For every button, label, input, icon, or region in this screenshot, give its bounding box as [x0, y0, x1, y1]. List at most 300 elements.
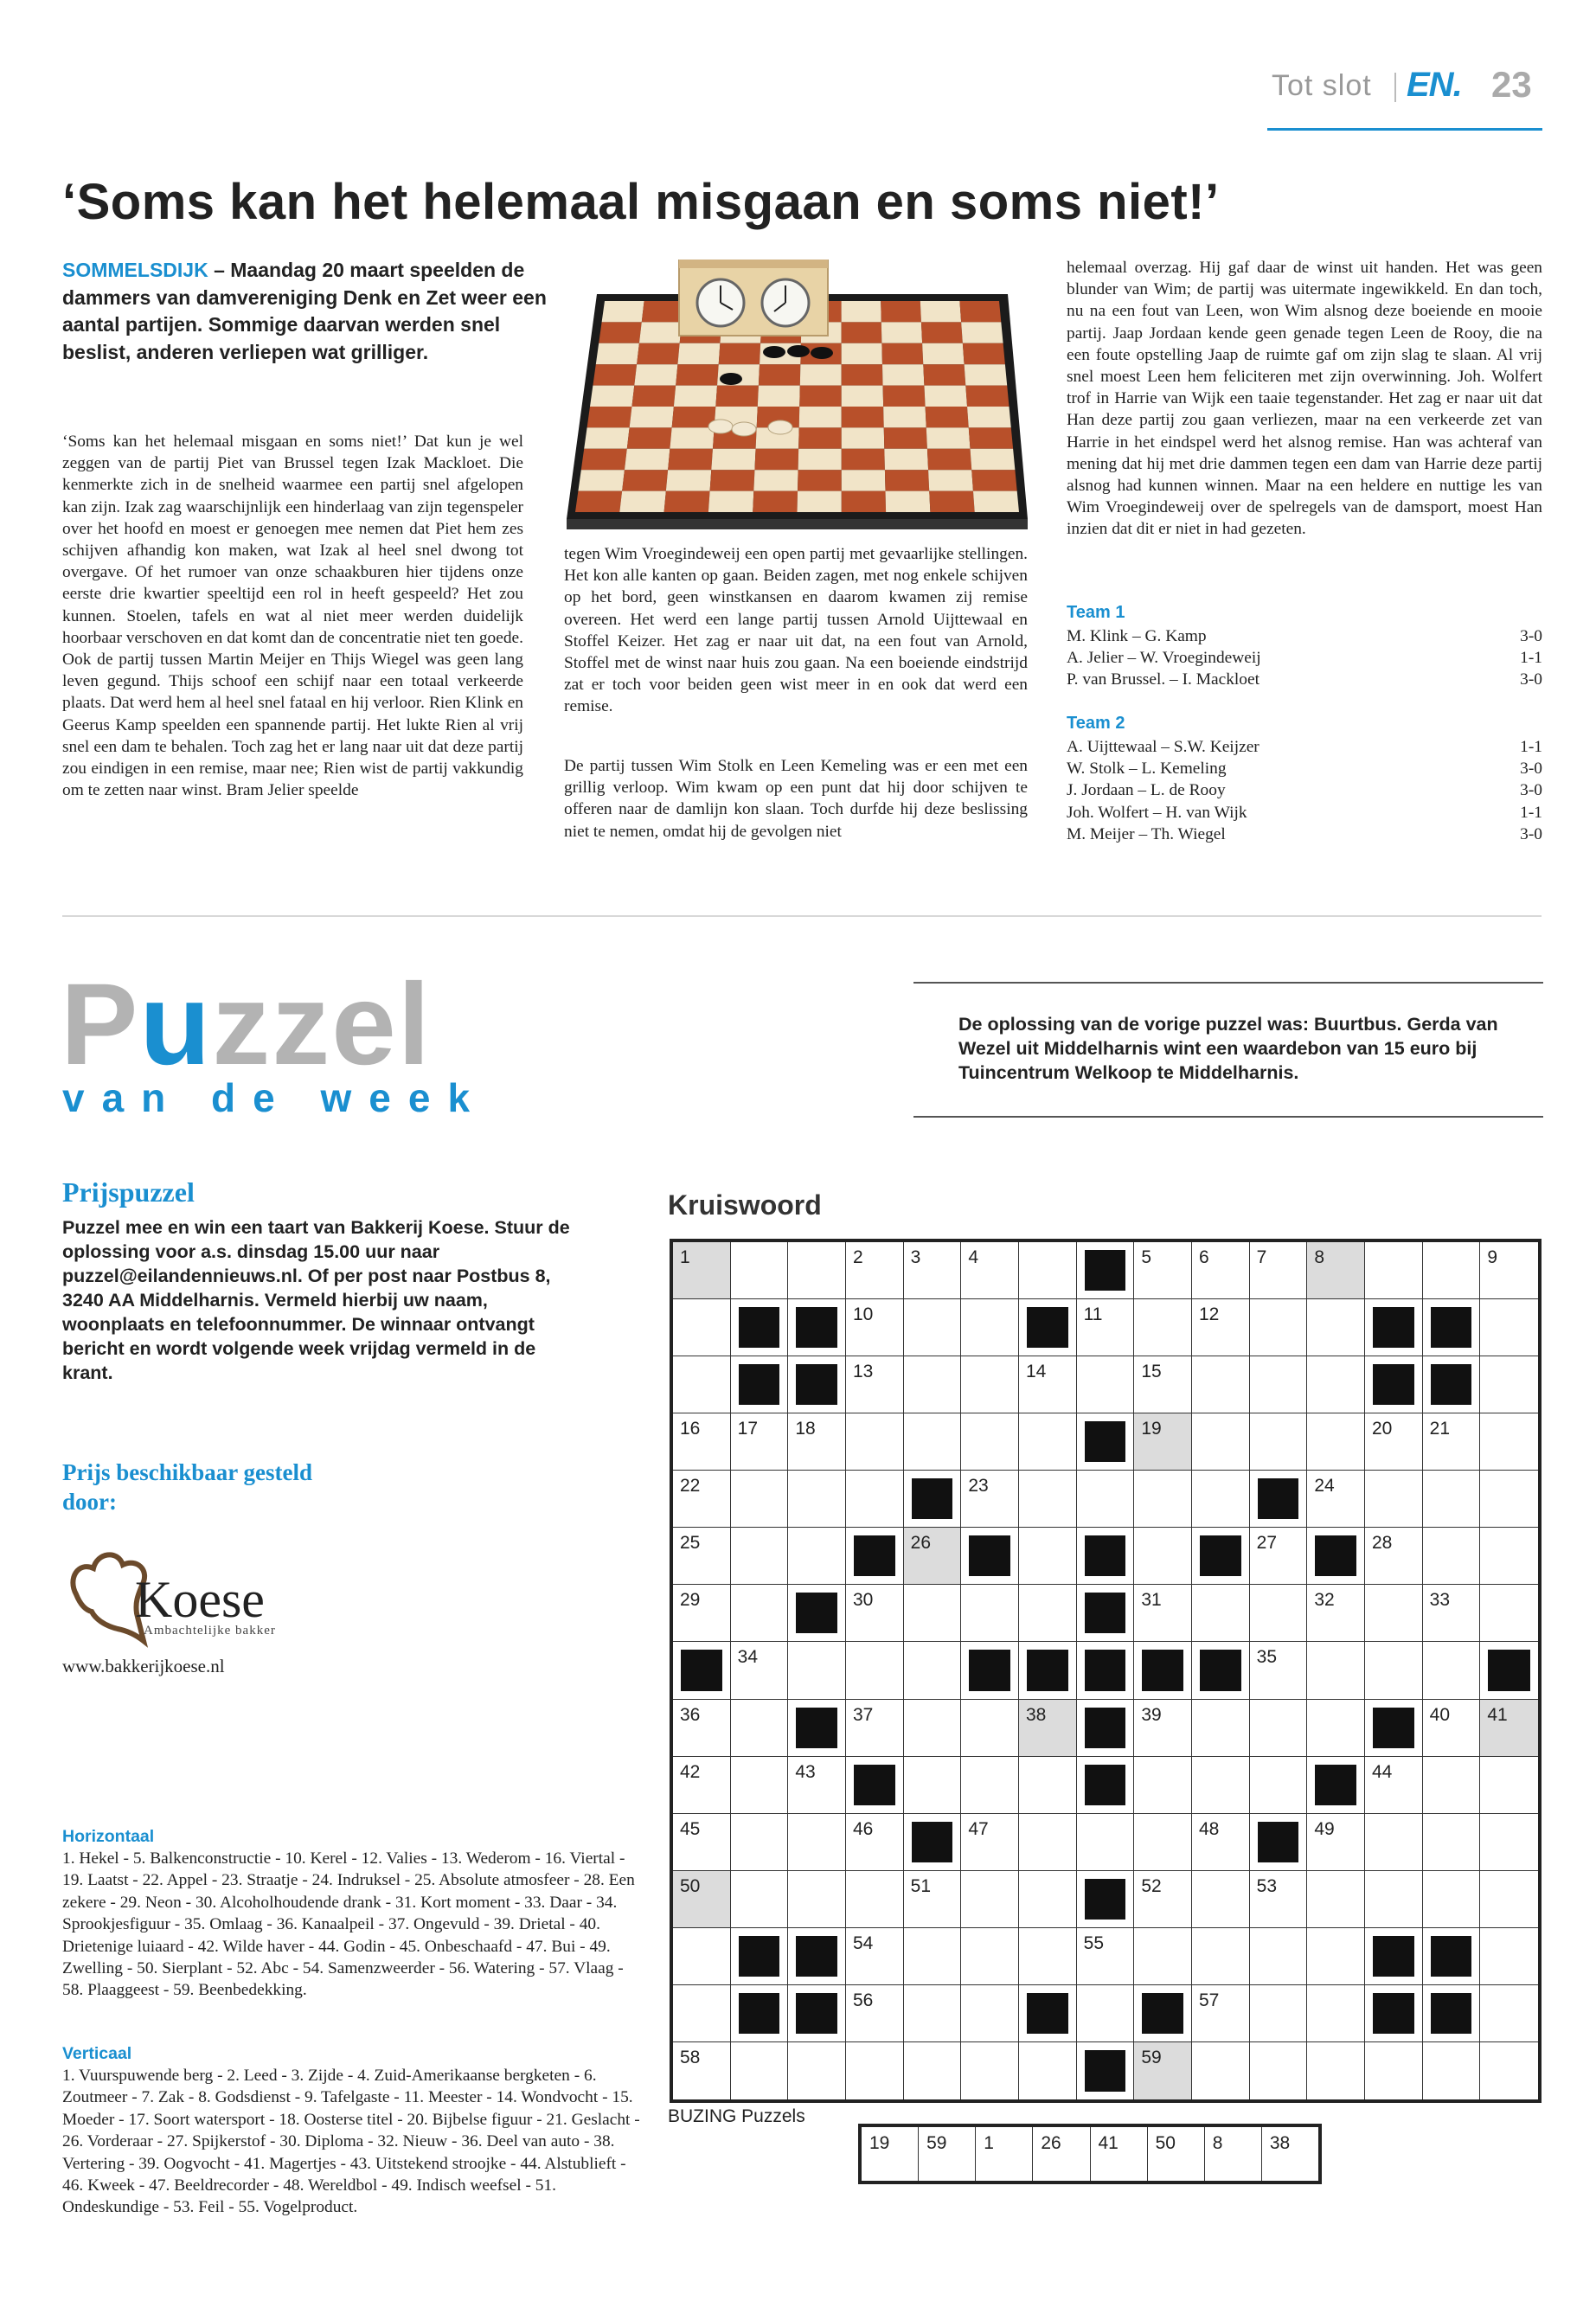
grid-cell[interactable]	[1365, 1757, 1423, 1814]
grid-cell[interactable]	[788, 1642, 846, 1699]
grid-cell[interactable]	[961, 1871, 1019, 1928]
grid-cell[interactable]	[846, 1700, 904, 1757]
solution-cell[interactable]	[1205, 2127, 1262, 2181]
grid-cell[interactable]	[1307, 1700, 1365, 1757]
grid-cell[interactable]	[1307, 1471, 1365, 1528]
grid-cell[interactable]	[1077, 1356, 1135, 1413]
clue-number: 55	[1083, 1932, 1105, 1953]
solution-cell[interactable]	[976, 2127, 1033, 2181]
grid-cell[interactable]	[1423, 1814, 1481, 1871]
grid-cell[interactable]	[904, 1528, 962, 1585]
grid-cell[interactable]	[904, 2042, 962, 2099]
grid-cell[interactable]	[904, 1242, 962, 1299]
grid-cell[interactable]	[846, 1814, 904, 1871]
grid-cell[interactable]	[1192, 1757, 1250, 1814]
grid-cell[interactable]	[1365, 1585, 1423, 1642]
board-square	[590, 386, 634, 407]
board-square	[631, 386, 676, 407]
grid-cell[interactable]	[1019, 1242, 1077, 1299]
grid-cell[interactable]	[673, 1242, 731, 1299]
grid-cell-black	[961, 1642, 1019, 1699]
clue-number: 21	[1429, 1419, 1451, 1439]
grid-cell[interactable]	[1250, 1757, 1308, 1814]
grid-cell[interactable]	[846, 1356, 904, 1413]
grid-cell[interactable]	[1250, 1642, 1308, 1699]
board-square	[842, 386, 883, 407]
grid-cell[interactable]	[1365, 1471, 1423, 1528]
grid-cell[interactable]	[1480, 1700, 1538, 1757]
grid-cell[interactable]	[1250, 1528, 1308, 1585]
board-square	[642, 301, 683, 322]
grid-cell[interactable]	[961, 1814, 1019, 1871]
result-row	[1067, 779, 1542, 801]
result-row	[1067, 669, 1542, 690]
grid-cell[interactable]	[1423, 1242, 1481, 1299]
board-square	[842, 449, 885, 470]
grid-cell[interactable]	[1134, 1814, 1192, 1871]
solution-cell-number: 1	[984, 2133, 994, 2153]
grid-cell[interactable]	[788, 1242, 846, 1299]
board-square	[920, 301, 961, 322]
grid-cell[interactable]	[1192, 2042, 1250, 2099]
grid-cell[interactable]	[1134, 1242, 1192, 1299]
grid-cell-black	[1365, 1299, 1423, 1356]
grid-cell[interactable]	[673, 1413, 731, 1471]
grid-cell[interactable]	[1077, 1814, 1135, 1871]
grid-cell[interactable]	[961, 1985, 1019, 2042]
vertical-clues: 1. Vuurspuwende berg - 2. Leed - 3. Zijde - 4. Zuid-Amerikaanse bergketen - 6. Zoutmeer - 7. Zak - 8. Godsdienst - 9. Tafelgaste - 11. Meester - 14. Wondvocht - 15. Moeder - 17. Soort watersport - 18. Oosterse titel - 20. Bijbelse figuur - 21. Geslacht - 26. Vorderaar - 27. Spijkerstof - 30. Diploma - 32. Nieuw - 36. Deel van auto - 38. Vertering - 39. Oogvocht - 41. Magertjes - 43. Uitstekend stroojke - 44. Alstublieft - 46. Kweek - 47. Beeldrecorder - 48. Wereldbol - 49. Indisch weefsel - 51. Ondeskundige - 53. Feil - 55. Vogelproduct.	[62, 2067, 640, 2217]
grid-cell[interactable]	[673, 2042, 731, 2099]
grid-cell[interactable]	[904, 1356, 962, 1413]
grid-cell[interactable]	[788, 1471, 846, 1528]
black-square	[969, 1650, 1010, 1690]
grid-cell[interactable]	[1019, 1471, 1077, 1528]
grid-cell[interactable]	[731, 2042, 789, 2099]
board-square	[587, 407, 632, 427]
grid-cell[interactable]	[846, 1413, 904, 1471]
grid-cell[interactable]	[731, 1757, 789, 1814]
grid-cell[interactable]	[1307, 1985, 1365, 2042]
grid-cell[interactable]	[1134, 1356, 1192, 1413]
grid-cell[interactable]	[846, 1871, 904, 1928]
grid-cell-black	[788, 1928, 846, 1985]
board-square	[961, 322, 1003, 343]
grid-cell[interactable]	[731, 1585, 789, 1642]
grid-cell[interactable]	[731, 1700, 789, 1757]
grid-cell[interactable]	[1250, 1985, 1308, 2042]
grid-cell[interactable]	[961, 1928, 1019, 1985]
grid-cell[interactable]	[788, 1814, 846, 1871]
grid-cell[interactable]	[1134, 1871, 1192, 1928]
grid-cell[interactable]	[1307, 2042, 1365, 2099]
clue-number: 11	[1083, 1304, 1103, 1325]
black-square	[1431, 1936, 1472, 1977]
grid-cell[interactable]	[1134, 1585, 1192, 1642]
grid-cell[interactable]	[1192, 1585, 1250, 1642]
grid-cell[interactable]	[731, 1814, 789, 1871]
logo-letters-rest: zzel	[212, 960, 433, 1089]
grid-cell[interactable]	[904, 1299, 962, 1356]
grid-cell[interactable]	[1365, 1642, 1423, 1699]
solution-box[interactable]	[858, 2124, 1322, 2184]
grid-cell[interactable]	[788, 1413, 846, 1471]
puzzle-logo	[61, 960, 433, 1089]
grid-cell[interactable]	[673, 1814, 731, 1871]
grid-cell[interactable]	[1192, 1871, 1250, 1928]
grid-cell-black	[1019, 1642, 1077, 1699]
grid-cell[interactable]	[1019, 1585, 1077, 1642]
board-square	[674, 386, 717, 407]
grid-cell[interactable]	[961, 2042, 1019, 2099]
board-square	[799, 407, 842, 427]
black-square	[1431, 1364, 1472, 1405]
grid-cell[interactable]	[1423, 1471, 1481, 1528]
prize-puzzle-text: Puzzel mee en win een taart van Bakkerij Koese. Stuur de oplossing voor a.s. dinsdag 15.00 uur naar puzzel@eilandennieuws.nl. Of per post naar Postbus 8, 3240 AA Middelharnis. Vermeld hierbij uw naam, woonplaats en telefoonnummer. De winnaar ontvangt bericht en wordt volgende week vrijdag vermeld in de krant.	[62, 1217, 570, 1383]
board-square	[965, 386, 1009, 407]
clue-number: 25	[680, 1533, 701, 1554]
grid-cell[interactable]	[846, 1585, 904, 1642]
grid-cell[interactable]	[1480, 1413, 1538, 1471]
grid-cell[interactable]	[1077, 1471, 1135, 1528]
grid-cell[interactable]	[846, 1928, 904, 1985]
grid-cell[interactable]	[1134, 1700, 1192, 1757]
clue-number: 45	[680, 1818, 701, 1839]
solution-cell[interactable]	[919, 2127, 976, 2181]
grid-cell[interactable]	[1192, 1242, 1250, 1299]
grid-cell[interactable]	[673, 1585, 731, 1642]
clue-number: 43	[795, 1761, 816, 1782]
article-column-1: ‘Soms kan het helemaal misgaan en soms niet!’ Dat kun je wel zeggen van de partij Piet van Brussel tegen Izak Mackloet. Die kenmerkte zich in de snelheid waarmee een partij snel afgelopen kan zijn. Izak zag waarschijnlijk een hinderlaag van zijn tegenspeler over het hoofd en moest er genoegen mee nemen dat Piet hem zes schijven afhandig kon maken, wat Izak al heel snel dwong tot overgave. Of het rumoer van onze schaakburen hier tijdens onze eerste drie kwartier speeltijd een rol in heeft gespeeld? Het zou kunnen. Stoelen, tafels en wat al niet meer werden duidelijk hoorbaar verschoven en dat komt dan de concentratie niet ten goede. Ook de partij tussen Martin Meijer en Thijs Wiegel was geen lang leven gegund. Thijs schoof een schijf naar een totaal verkeerde plaats. Dat werd hem al heel snel fataal en hij verloor. Rien Klink en Geerus Kamp speelden een spannende partij. Het lukte Rien al vrij snel een dam te behalen. Toch zag het er lang naar uit dat deze partij zou eindigen in een remise, maar nee; Rien wist de partij vakkundig om te zetten naar winst. Bram Jelier speelde	[62, 433, 523, 800]
board-square	[963, 343, 1005, 364]
board-square	[928, 470, 973, 490]
black-square	[1085, 1708, 1126, 1748]
solution-cell[interactable]	[1033, 2127, 1090, 2181]
clue-number: 32	[1314, 1590, 1335, 1611]
grid-cell[interactable]	[1192, 1356, 1250, 1413]
black-square	[796, 1708, 837, 1748]
clue-number: 19	[1141, 1419, 1162, 1439]
grid-cell[interactable]	[673, 1471, 731, 1528]
result-match: A. Uijttewaal – S.W. Keijzer	[1067, 738, 1259, 756]
grid-cell[interactable]	[1192, 1700, 1250, 1757]
grid-cell[interactable]	[673, 1356, 731, 1413]
grid-cell[interactable]	[673, 1871, 731, 1928]
grid-cell[interactable]	[1134, 1471, 1192, 1528]
black-square	[1027, 1993, 1068, 2034]
grid-cell[interactable]	[1019, 1814, 1077, 1871]
grid-cell[interactable]	[731, 1642, 789, 1699]
result-score: 1-1	[1520, 738, 1542, 756]
grid-cell[interactable]	[1480, 1242, 1538, 1299]
grid-cell[interactable]	[1365, 1528, 1423, 1585]
grid-cell[interactable]	[1077, 1299, 1135, 1356]
clue-number: 37	[853, 1704, 874, 1725]
clue-number: 5	[1141, 1247, 1152, 1267]
board-square	[926, 407, 969, 427]
grid-cell[interactable]	[1019, 1871, 1077, 1928]
grid-cell[interactable]	[1134, 1528, 1192, 1585]
black-square	[1431, 1993, 1472, 2034]
grid-cell[interactable]	[788, 2042, 846, 2099]
grid-cell[interactable]	[1423, 1413, 1481, 1471]
result-score: 3-0	[1520, 781, 1542, 800]
grid-cell[interactable]	[673, 1985, 731, 2042]
result-match: A. Jelier – W. Vroegindeweij	[1067, 649, 1261, 668]
grid-cell[interactable]	[1192, 1985, 1250, 2042]
grid-cell[interactable]	[1192, 1928, 1250, 1985]
board-square	[971, 470, 1016, 490]
black-square	[1373, 1708, 1414, 1748]
grid-cell[interactable]	[1480, 1299, 1538, 1356]
board-square	[575, 491, 622, 512]
clue-number: 31	[1141, 1590, 1162, 1611]
grid-cell[interactable]	[1423, 2042, 1481, 2099]
grid-cell[interactable]	[788, 1871, 846, 1928]
solution-cell[interactable]	[1091, 2127, 1148, 2181]
grid-cell[interactable]	[731, 1528, 789, 1585]
grid-cell-black	[1423, 1985, 1481, 2042]
board-square	[929, 491, 974, 512]
grid-cell[interactable]	[904, 1985, 962, 2042]
grid-cell-black	[1134, 1985, 1192, 2042]
grid-cell[interactable]	[961, 1700, 1019, 1757]
clue-number: 3	[910, 1247, 921, 1267]
black-square	[854, 1535, 895, 1576]
black-square	[1085, 1250, 1126, 1291]
grid-cell[interactable]	[1192, 1814, 1250, 1871]
grid-cell[interactable]	[846, 1985, 904, 2042]
grid-cell[interactable]	[846, 1242, 904, 1299]
clue-number: 49	[1314, 1818, 1335, 1839]
grid-cell[interactable]	[904, 1413, 962, 1471]
grid-cell[interactable]	[731, 1242, 789, 1299]
grid-cell[interactable]	[1250, 1356, 1308, 1413]
grid-cell[interactable]	[961, 1413, 1019, 1471]
grid-cell[interactable]	[1250, 1242, 1308, 1299]
clue-number: 51	[910, 1875, 932, 1896]
grid-cell[interactable]	[1423, 1871, 1481, 1928]
grid-cell[interactable]	[1480, 1928, 1538, 1985]
grid-cell[interactable]	[961, 1471, 1019, 1528]
grid-cell[interactable]	[673, 1528, 731, 1585]
grid-cell[interactable]	[673, 1757, 731, 1814]
board-square	[670, 427, 714, 448]
solution-cell[interactable]	[1262, 2127, 1318, 2181]
grid-cell[interactable]	[1423, 1528, 1481, 1585]
grid-cell[interactable]	[1019, 1928, 1077, 1985]
grid-cell-black	[1019, 1985, 1077, 2042]
grid-cell[interactable]	[846, 2042, 904, 2099]
grid-cell[interactable]	[1077, 1985, 1135, 2042]
grid-cell[interactable]	[1307, 1356, 1365, 1413]
grid-cell[interactable]	[1480, 1985, 1538, 2042]
grid-cell[interactable]	[1250, 1928, 1308, 1985]
prize-puzzle-title: Prijspuzzel	[62, 1176, 195, 1208]
grid-cell[interactable]	[731, 1471, 789, 1528]
grid-cell[interactable]	[1365, 1242, 1423, 1299]
grid-cell[interactable]	[961, 1299, 1019, 1356]
grid-cell[interactable]	[1307, 1928, 1365, 1985]
result-match: P. van Brussel. – I. Mackloet	[1067, 670, 1259, 689]
board-square	[758, 386, 800, 407]
grid-cell[interactable]	[1307, 1299, 1365, 1356]
board-square	[842, 407, 884, 427]
grid-cell[interactable]	[1019, 1700, 1077, 1757]
grid-cell-black	[1423, 1356, 1481, 1413]
board-square	[625, 449, 670, 470]
board-square	[959, 301, 1001, 322]
grid-cell[interactable]	[1134, 2042, 1192, 2099]
grid-cell[interactable]	[1480, 1471, 1538, 1528]
grid-cell[interactable]	[1365, 1413, 1423, 1471]
black-square	[1258, 1478, 1299, 1519]
grid-cell[interactable]	[1480, 1757, 1538, 1814]
grid-cell[interactable]	[846, 1299, 904, 1356]
grid-cell[interactable]	[1365, 1871, 1423, 1928]
board-square	[593, 364, 637, 385]
board-square	[708, 491, 753, 512]
clue-number: 22	[680, 1476, 701, 1497]
team2-heading: Team 2	[1067, 714, 1125, 733]
grid-cell[interactable]	[1019, 1528, 1077, 1585]
black-square	[1142, 1650, 1183, 1690]
grid-cell[interactable]	[1134, 1299, 1192, 1356]
grid-cell[interactable]	[904, 1757, 962, 1814]
clue-number: 17	[737, 1419, 759, 1439]
board-square	[677, 343, 720, 364]
clue-number: 2	[853, 1247, 863, 1267]
grid-cell[interactable]	[961, 1585, 1019, 1642]
board-square	[753, 491, 798, 512]
article-headline: ‘Soms kan het helemaal misgaan en soms niet!’	[62, 174, 1220, 230]
grid-cell[interactable]	[1250, 1413, 1308, 1471]
board-square	[921, 322, 963, 343]
grid-cell[interactable]	[1480, 1871, 1538, 1928]
solution-cell[interactable]	[862, 2127, 919, 2181]
board-square	[965, 364, 1008, 385]
grid-cell[interactable]	[904, 1928, 962, 1985]
grid-cell[interactable]	[1480, 1356, 1538, 1413]
grid-cell[interactable]	[1365, 2042, 1423, 2099]
grid-cell[interactable]	[731, 1413, 789, 1471]
grid-cell[interactable]	[1480, 1528, 1538, 1585]
grid-cell[interactable]	[1250, 1585, 1308, 1642]
solution-cell-number: 26	[1041, 2133, 1061, 2153]
grid-cell[interactable]	[961, 1356, 1019, 1413]
grid-cell[interactable]	[1307, 1242, 1365, 1299]
grid-cell[interactable]	[904, 1700, 962, 1757]
grid-cell-black	[1077, 1528, 1135, 1585]
grid-cell-black	[788, 1700, 846, 1757]
grid-cell[interactable]	[1480, 1814, 1538, 1871]
grid-cell[interactable]	[673, 1700, 731, 1757]
black-square	[739, 1307, 780, 1348]
grid-cell[interactable]	[673, 1299, 731, 1356]
grid-cell-black	[788, 1985, 846, 2042]
grid-cell[interactable]	[1480, 2042, 1538, 2099]
result-score: 1-1	[1520, 649, 1542, 668]
grid-cell[interactable]	[1250, 1871, 1308, 1928]
clue-number: 26	[910, 1533, 932, 1554]
result-row	[1067, 802, 1542, 824]
board-square	[967, 407, 1011, 427]
clue-number: 35	[1256, 1647, 1278, 1668]
grid-cell[interactable]	[1077, 1928, 1135, 1985]
result-match: Joh. Wolfert – H. van Wijk	[1067, 803, 1247, 822]
black-square	[796, 1593, 837, 1633]
black-square	[1085, 1765, 1126, 1805]
grid-cell[interactable]	[1250, 1700, 1308, 1757]
grid-cell[interactable]	[1019, 2042, 1077, 2099]
grid-cell[interactable]	[731, 1871, 789, 1928]
black-square	[1085, 1879, 1126, 1920]
grid-cell[interactable]	[1019, 1757, 1077, 1814]
grid-cell[interactable]	[1134, 1928, 1192, 1985]
grid-cell[interactable]	[1307, 1585, 1365, 1642]
grid-cell[interactable]	[1192, 1471, 1250, 1528]
grid-cell[interactable]	[1307, 1871, 1365, 1928]
grid-cell[interactable]	[1250, 1299, 1308, 1356]
board-square	[634, 364, 677, 385]
grid-cell[interactable]	[1423, 1585, 1481, 1642]
clue-number: 28	[1372, 1533, 1393, 1554]
board-square	[581, 449, 627, 470]
grid-cell[interactable]	[1365, 1814, 1423, 1871]
grid-cell[interactable]	[1192, 1299, 1250, 1356]
black-square	[681, 1650, 722, 1690]
grid-cell-black	[731, 1356, 789, 1413]
board-square	[639, 322, 682, 343]
grid-cell-black	[1250, 1471, 1308, 1528]
clue-number: 15	[1141, 1362, 1162, 1382]
grid-cell[interactable]	[1307, 1413, 1365, 1471]
grid-cell[interactable]	[1134, 1757, 1192, 1814]
grid-cell[interactable]	[1307, 1642, 1365, 1699]
grid-cell[interactable]	[1250, 2042, 1308, 2099]
grid-cell[interactable]	[1423, 1757, 1481, 1814]
grid-cell[interactable]	[1134, 1413, 1192, 1471]
grid-cell[interactable]	[1307, 1814, 1365, 1871]
grid-cell[interactable]	[1423, 1700, 1481, 1757]
grid-cell[interactable]	[1423, 1642, 1481, 1699]
grid-cell[interactable]	[788, 1757, 846, 1814]
grid-cell[interactable]	[788, 1528, 846, 1585]
board-square	[922, 343, 964, 364]
grid-cell[interactable]	[961, 1242, 1019, 1299]
result-score: 3-0	[1520, 670, 1542, 689]
grid-cell[interactable]	[961, 1757, 1019, 1814]
board-square	[798, 449, 842, 470]
grid-cell[interactable]	[1192, 1413, 1250, 1471]
grid-cell[interactable]	[846, 1642, 904, 1699]
grid-cell[interactable]	[1019, 1413, 1077, 1471]
grid-cell[interactable]	[904, 1642, 962, 1699]
sponsor-url[interactable]: www.bakkerijkoese.nl	[62, 1656, 225, 1676]
grid-cell[interactable]	[1480, 1585, 1538, 1642]
grid-cell-black	[1077, 1642, 1135, 1699]
grid-cell[interactable]	[673, 1928, 731, 1985]
clue-number: 53	[1256, 1875, 1278, 1896]
horizontal-clues: 1. Hekel - 5. Balkenconstructie - 10. Kerel - 12. Valies - 13. Wederom - 16. Viertal - 19. Laatst - 22. Appel - 23. Straatje - 24. Indruksel - 25. Absolute atmosfeer - 28. Een zekere - 29. Neon - 30. Alcoholhoudende drank - 31. Kort moment - 33. Daar - 34. Sprookjesfiguur - 35. Omlaag - 36. Kanaalpeil - 37. Ongevuld - 39. Drietal - 40. Drietenige luiaard - 42. Wilde haver - 44. Godin - 45. Onbeschaafd - 47. Bui - 49. Zwelling - 50. Sierplant - 52. Abc - 54. Samenzweerder - 56. Watering - 57. Vlaag - 58. Plaaggeest - 59. Beenbedekking.	[62, 1849, 635, 2000]
grid-cell[interactable]	[904, 1585, 962, 1642]
solution-cell[interactable]	[1148, 2127, 1205, 2181]
grid-cell[interactable]	[1019, 1356, 1077, 1413]
grid-cell[interactable]	[904, 1871, 962, 1928]
board-square	[676, 364, 719, 385]
clue-number: 48	[1199, 1818, 1220, 1839]
crossword-grid[interactable]	[670, 1239, 1542, 2103]
grid-cell[interactable]	[846, 1471, 904, 1528]
